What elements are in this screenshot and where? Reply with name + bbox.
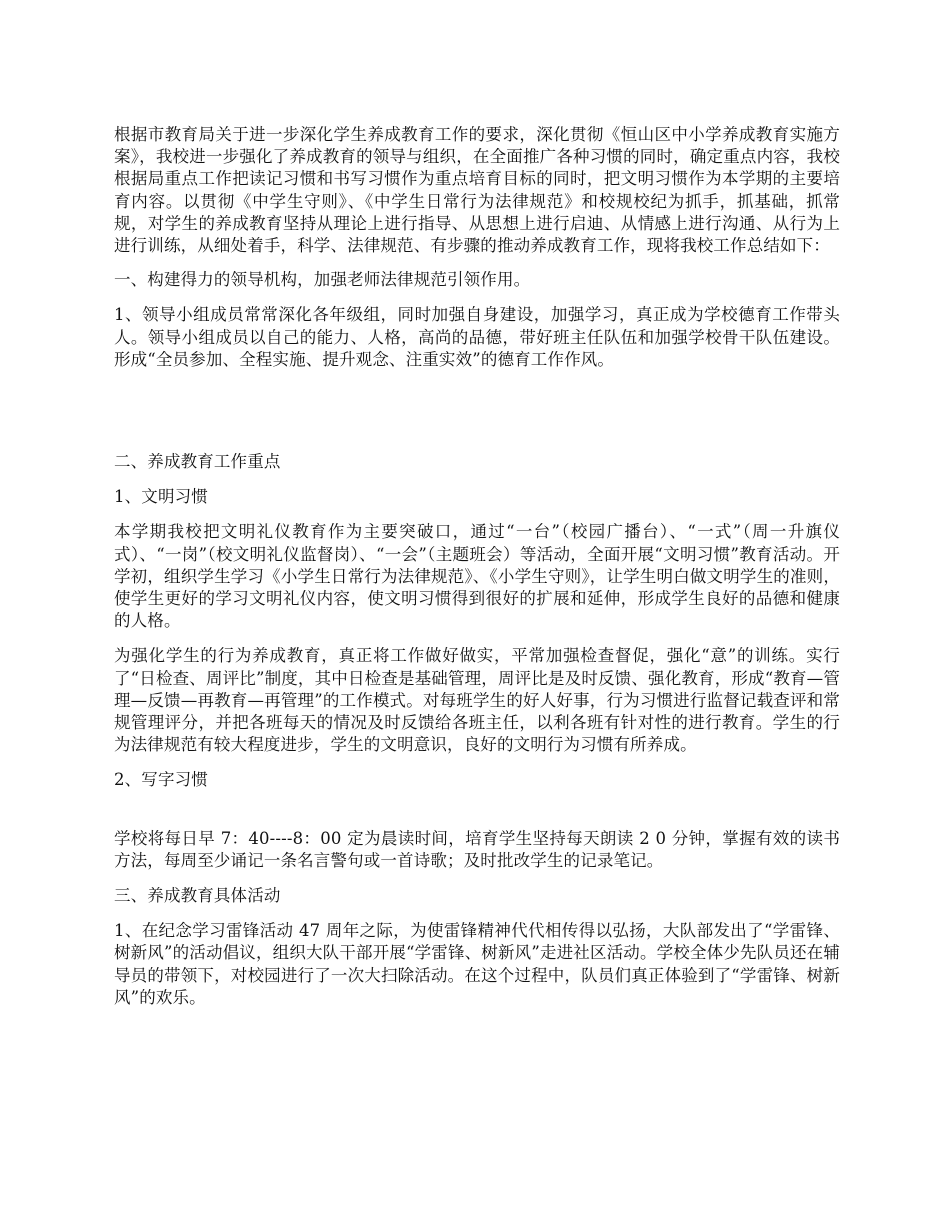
spacer [114,872,840,885]
intro-paragraph: 根据市教育局关于进一步深化学生养成教育工作的要求，深化贯彻《恒山区中小学养成教育实施方案》，我校进一步强化了养成教育的领导与组织，在全面推广各种习惯的同时，确定重点内容，我校根据局重点工作把读记习惯和书写习惯作为重点培育目标的同时，把文明习惯作为本学期的主要培育内容。以贯彻《中学生守则》、《中学生日常行为法律规范》和校规校纪为抓手，抓基础，抓常规，对学生的养成教育坚持从理论上进行指导、从思想上进行启迪、从情感上进行沟通、从行为上进行训练，从细处着手，科学、法律规范、有步骤的推动养成教育工作，现将我校工作总结如下： [114,125,840,256]
section-3-item-1: 1、在纪念学习雷锋活动 47 周年之际，为使雷锋精神代代相传得以弘扬，大队部发出了“学雷锋、树新风”的活动倡议，组织大队干部开展“学雷锋、树新风”走进社区活动。学校全体少先队员还在辅导员的带领下，对校园进行了一次大扫除活动。在这个过程中，队员们真正体验到了“学雷锋、树新风”的欢乐。 [114,921,840,1007]
spacer [114,907,840,920]
section-heading-2: 二、养成教育工作重点 [114,452,281,472]
document-page [114,124,840,1009]
civility-paragraph-2: 为强化学生的行为养成教育，真正将工作做好做实，平常加强检查督促，强化“意”的训练。实行了“日检查、周评比”制度，其中日检查是基础管理，周评比是及时反馈、强化教育，形成“教育—管理—反馈—再教育—再管理”的工作模式。对每班学生的好人好事，行为习惯进行监督记载查评和常规管理评分，并把各班每天的情况及时反馈给各班主任，以利各班有针对性的进行教育。学生的行为法律规范有较大程度进步，学生的文明意识，良好的文明行为习惯有所养成。 [114,646,840,755]
spacer [114,257,840,269]
spacer [114,632,840,645]
section-1-item-1: 1、领导小组成员常常深化各年级组，同时加强自身建设，加强学习，真正成为学校德育工作带头人。领导小组成员以自己的能力、人格，高尚的品德，带好班主任队伍和加强学校骨干队伍建设。形成“全员参加、全程实施、提升观念、注重实效”的德育工作作风。 [114,305,840,369]
spacer [114,508,840,521]
spacer [114,756,840,769]
subheading-civility-habits: 1、文明习惯 [114,487,208,507]
spacer [114,291,840,304]
section-heading-1: 一、构建得力的领导机构，加强老师法律规范引领作用。 [114,270,531,290]
spacer [114,792,840,828]
subheading-writing-habits: 2、写字习惯 [114,770,208,790]
section-heading-3: 三、养成教育具体活动 [114,886,281,906]
spacer [114,371,840,451]
spacer [114,473,840,486]
writing-paragraph: 学校将每日早 7：40----8：00 定为晨读时间，培育学生坚持每天朗读 2 0 分钟，掌握有效的读书方法，每周至少诵记一条名言警句或一首诗歌；及时批改学生的记录笔记。 [114,828,840,870]
civility-paragraph-1: 本学期我校把文明礼仪教育作为主要突破口，通过“一台”（校园广播台）、“一式”（周一升旗仪式）、“一岗”（校文明礼仪监督岗）、“一会”（主题班会）等活动，全面开展“文明习惯”教育活动。开学初，组织学生学习《小学生日常行为法律规范》、《小学生守则》，让学生明白做文明学生的准则，使学生更好的学习文明礼仪内容，使文明习惯得到很好的扩展和延伸，形成学生良好的品德和健康的人格。 [114,522,840,631]
